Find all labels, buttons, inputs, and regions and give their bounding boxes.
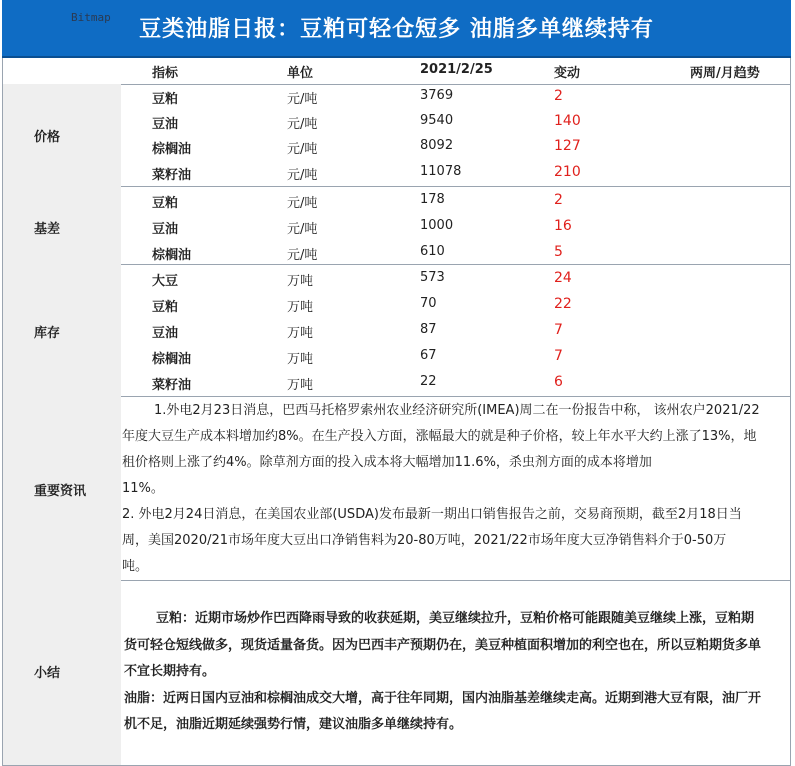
summary-line: 不宜长期持有。 [124,664,216,679]
news-line: 11%。 [122,481,164,496]
row-value: 70 [420,296,437,311]
row-change: 2 [554,192,563,208]
row-unit: 元/吨 [287,117,318,132]
row-change: 210 [554,164,581,180]
row-change: 7 [554,348,563,364]
column-header-row [2,58,791,85]
row-name: 豆油 [152,326,179,341]
section-label: 库存 [34,326,61,341]
row-value: 22 [420,374,437,389]
table-row [2,344,791,370]
table-left-border [2,58,3,766]
column-header-trend: 两周/月趋势 [690,66,760,81]
row-unit: 元/吨 [287,92,318,107]
row-change: 16 [554,218,572,234]
section-label-cell [2,396,121,580]
table-row [2,134,791,160]
row-value: 9540 [420,113,454,128]
table-row [2,370,791,396]
row-unit: 元/吨 [287,196,318,211]
row-value: 67 [420,348,437,363]
row-value: 610 [420,244,445,259]
table-row [2,214,791,240]
table-row [2,188,791,214]
section-label: 价格 [34,130,61,145]
row-name: 豆粕 [152,196,179,211]
row-name: 棕榈油 [152,248,192,263]
table-row [2,240,791,266]
row-value: 1000 [420,218,454,233]
table-right-border [790,58,791,766]
column-header-date: 2021/2/25 [420,62,493,77]
news-body [122,398,786,580]
summary-line: 货可轻仓短线做多，现货适量备货。因为巴西丰产预期仍在，美豆种植面积增加的利空也在，所以豆粕期货多单 [124,637,762,653]
row-name: 棕榈油 [152,142,192,157]
bitmap-label: Bitmap [71,11,111,24]
column-header-unit: 单位 [287,66,314,81]
summary-body [124,606,788,739]
row-change: 5 [554,244,563,260]
news-line: 1.外电2月23日消息，巴西马托格罗索州农业经济研究所(IMEA)周二在一份报告中称， 该州农户2021/22 [154,403,760,418]
row-name: 豆油 [152,117,179,132]
title-bar [2,0,791,58]
row-name: 豆油 [152,222,179,237]
summary-line: 豆粕：近期市场炒作巴西降雨导致的收获延期，美豆继续拉升，豆粕价格可能跟随美豆继续上涨，豆粕期 [156,611,755,626]
section-label: 重要资讯 [34,484,87,499]
summary-line: 机不足，油脂近期延续强势行情，建议油脂多单继续持有。 [124,717,463,732]
inventory-section [2,264,791,397]
table-row [2,318,791,344]
column-header-indicator: 指标 [152,66,179,81]
row-value: 3769 [420,88,454,103]
row-unit: 元/吨 [287,222,318,237]
column-header-change: 变动 [554,66,581,81]
row-unit: 万吨 [287,378,314,393]
row-unit: 万吨 [287,352,314,367]
row-change: 127 [554,138,581,154]
table-row [2,160,791,186]
row-change: 24 [554,270,572,286]
row-unit: 元/吨 [287,142,318,157]
row-unit: 万吨 [287,300,314,315]
row-unit: 万吨 [287,326,314,341]
summary-line: 油脂：近两日国内豆油和棕榈油成交大增，高于往年同期，国内油脂基差继续走高。近期到港大豆有限，油厂开 [124,690,762,706]
row-change: 7 [554,322,563,338]
section-label: 小结 [34,666,61,681]
table-row [2,266,791,292]
section-label-cell [2,580,121,765]
row-name: 菜籽油 [152,378,192,393]
news-section [2,396,791,581]
row-change: 22 [554,296,572,312]
table-row [2,292,791,318]
row-name: 大豆 [152,274,179,289]
summary-section [2,580,791,766]
row-value: 178 [420,192,445,207]
section-label: 基差 [34,222,61,237]
row-value: 573 [420,270,445,285]
page-title: 豆类油脂日报：豆粕可轻仓短多 油脂多单继续持有 [139,17,654,42]
row-name: 棕榈油 [152,352,192,367]
row-unit: 元/吨 [287,168,318,183]
price-section [2,84,791,187]
row-change: 2 [554,88,563,104]
news-line: 年度大豆生产成本料增加约8%。在生产投入方面，涨幅最大的就是种子价格，较上年水平大约上涨了13%，地 [122,429,757,444]
row-value: 87 [420,322,437,337]
row-change: 6 [554,374,563,390]
table-row [2,109,791,135]
row-unit: 元/吨 [287,248,318,263]
row-change: 140 [554,113,581,129]
news-line: 租价格则上涨了约4%。除草剂方面的投入成本将大幅增加11.6%，杀虫剂方面的成本将增加 [122,455,652,470]
table-row [2,84,791,110]
news-line: 吨。 [122,559,149,574]
row-name: 菜籽油 [152,168,192,183]
news-line: 2. 外电2月24日消息，在美国农业部(USDA)发布最新一期出口销售报告之前，交易商预期，截至2月18日当 [122,507,742,522]
row-unit: 万吨 [287,274,314,289]
row-name: 豆粕 [152,300,179,315]
news-line: 周，美国2020/21市场年度大豆出口净销售料为20-80万吨，2021/22市场年度大豆净销售料介于0-50万 [122,533,727,548]
row-value: 11078 [420,164,462,179]
row-value: 8092 [420,138,454,153]
basis-section [2,186,791,265]
row-name: 豆粕 [152,92,179,107]
